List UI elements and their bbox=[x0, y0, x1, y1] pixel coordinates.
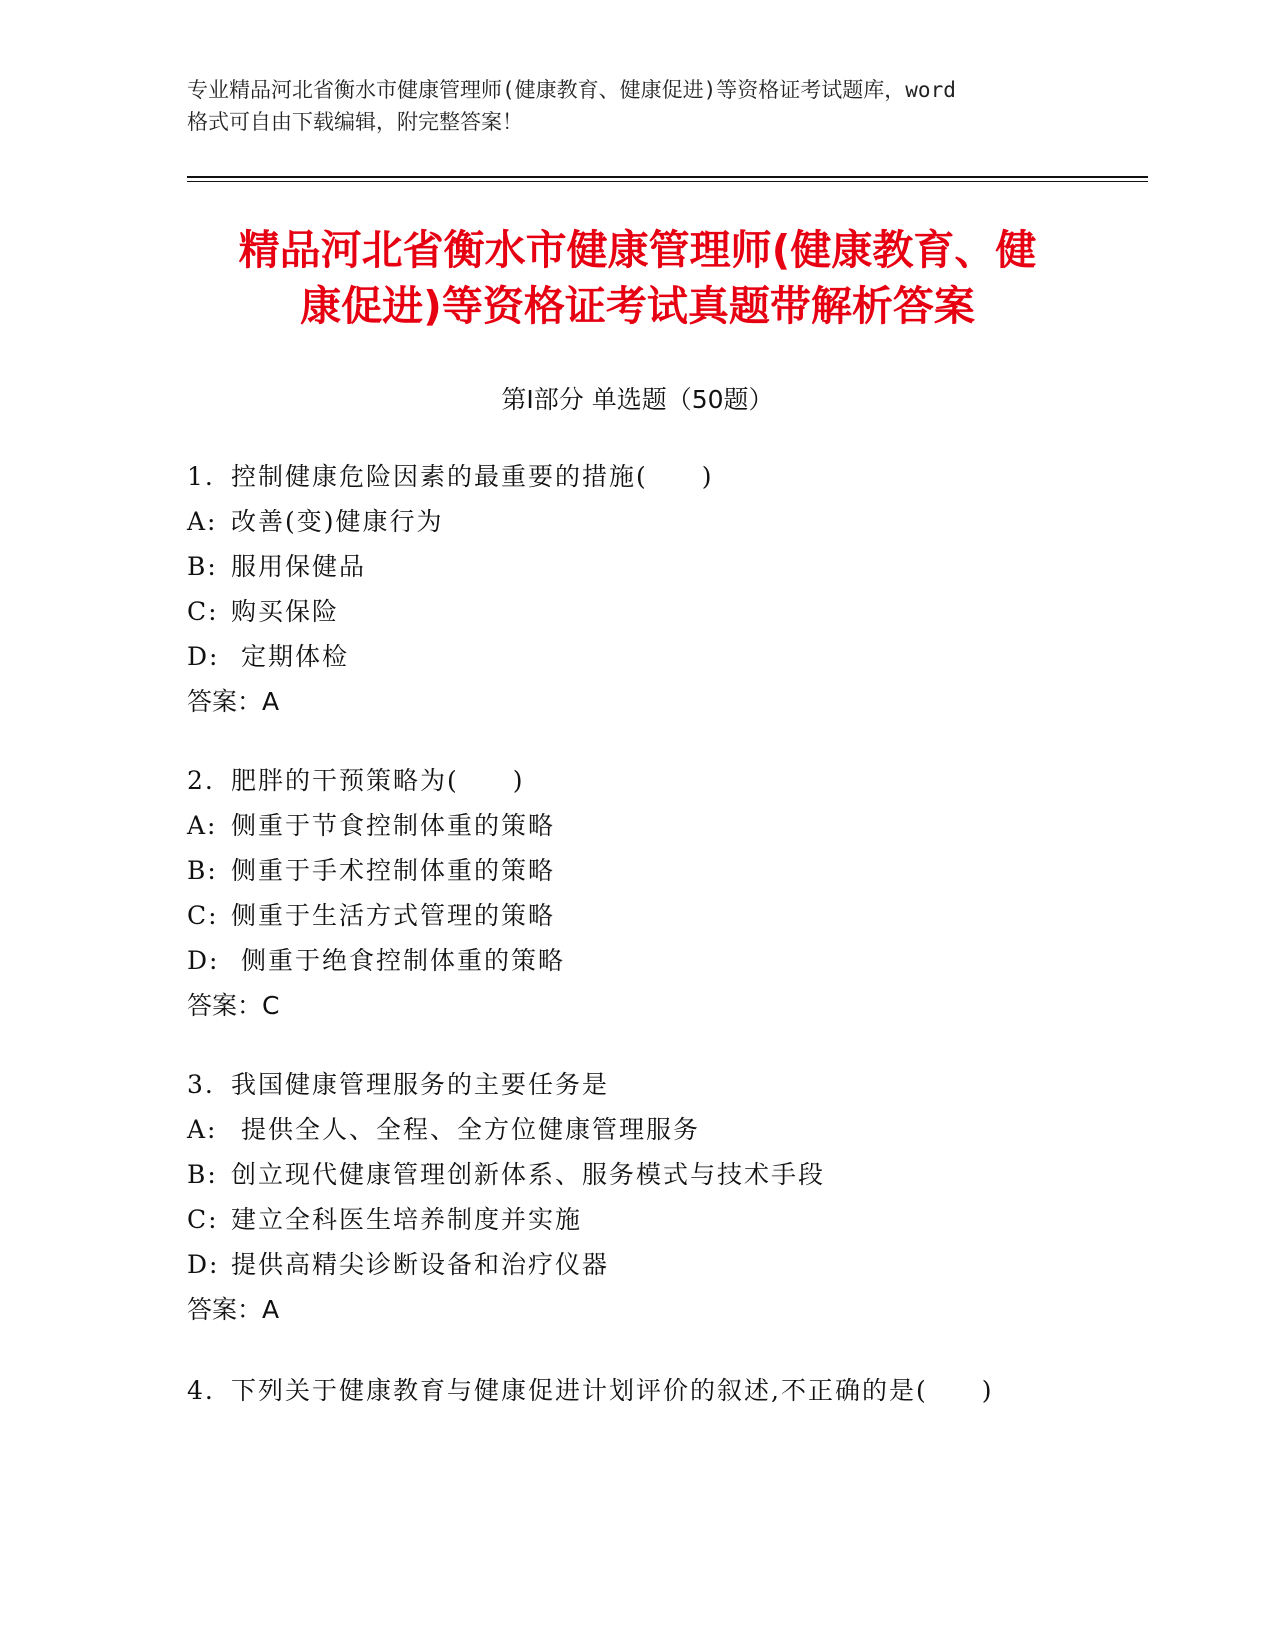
question-stem bbox=[187, 758, 1127, 803]
option-a bbox=[187, 1107, 1127, 1152]
option-label: D: bbox=[187, 1250, 220, 1279]
option-text: 提供全人、全程、全方位健康管理服务 bbox=[231, 1115, 700, 1144]
option-label: B: bbox=[187, 856, 218, 885]
option-b bbox=[187, 544, 1127, 589]
answer: 答案：C bbox=[187, 991, 280, 1020]
answer: 答案：A bbox=[187, 687, 280, 716]
question-number: 4. bbox=[187, 1376, 215, 1405]
option-label: C: bbox=[187, 597, 219, 626]
question-stem bbox=[187, 1368, 1127, 1413]
option-b bbox=[187, 1152, 1127, 1197]
question-1 bbox=[187, 454, 1127, 724]
question-number: 3. bbox=[187, 1070, 215, 1099]
header-note-line-1: 专业精品河北省衡水市健康管理师(健康教育、健康促进)等资格证考试题库，word bbox=[187, 78, 956, 102]
option-text: 建立全科医生培养制度并实施 bbox=[231, 1205, 583, 1234]
option-text: 服用保健品 bbox=[231, 552, 367, 581]
question-text: 我国健康管理服务的主要任务是 bbox=[231, 1070, 610, 1099]
option-a bbox=[187, 499, 1127, 544]
question-text: 肥胖的干预策略为( ) bbox=[231, 766, 525, 795]
option-label: A: bbox=[187, 1115, 218, 1144]
option-label: C: bbox=[187, 901, 219, 930]
option-c bbox=[187, 589, 1127, 634]
question-stem bbox=[187, 1062, 1127, 1107]
option-text: 侧重于绝食控制体重的策略 bbox=[231, 946, 565, 975]
document-title-line-2: 康促进)等资格证考试真题带解析答案 bbox=[300, 282, 975, 330]
option-a bbox=[187, 803, 1127, 848]
option-d bbox=[187, 634, 1127, 679]
option-label: A: bbox=[187, 507, 218, 536]
option-d bbox=[187, 1242, 1127, 1287]
document-title-line-1: 精品河北省衡水市健康管理师(健康教育、健 bbox=[238, 226, 1037, 274]
option-label: C: bbox=[187, 1205, 219, 1234]
option-label: B: bbox=[187, 552, 218, 581]
document-title bbox=[170, 222, 1105, 334]
question-3 bbox=[187, 1062, 1127, 1332]
option-label: B: bbox=[187, 1160, 218, 1189]
question-text: 控制健康危险因素的最重要的措施( ) bbox=[231, 462, 714, 491]
answer: 答案：A bbox=[187, 1295, 280, 1324]
option-text: 侧重于生活方式管理的策略 bbox=[231, 901, 556, 930]
option-label: A: bbox=[187, 811, 218, 840]
header-rule-thin bbox=[187, 181, 1148, 182]
header-note-line-2: 格式可自由下载编辑，附完整答案！ bbox=[187, 110, 523, 134]
option-label: D: bbox=[187, 642, 220, 671]
option-text: 侧重于手术控制体重的策略 bbox=[231, 856, 556, 885]
option-d bbox=[187, 938, 1127, 983]
question-4 bbox=[187, 1368, 1127, 1413]
option-text: 创立现代健康管理创新体系、服务模式与技术手段 bbox=[231, 1160, 826, 1189]
option-text: 改善(变)健康行为 bbox=[231, 507, 444, 536]
header-rule-thick bbox=[187, 176, 1148, 178]
option-c bbox=[187, 1197, 1127, 1242]
question-number: 2. bbox=[187, 766, 215, 795]
option-b bbox=[187, 848, 1127, 893]
question-stem bbox=[187, 454, 1127, 499]
option-text: 侧重于节食控制体重的策略 bbox=[231, 811, 556, 840]
option-text: 提供高精尖诊断设备和治疗仪器 bbox=[231, 1250, 610, 1279]
question-text: 下列关于健康教育与健康促进计划评价的叙述,不正确的是( ) bbox=[231, 1376, 994, 1405]
option-text: 定期体检 bbox=[231, 642, 349, 671]
option-label: D: bbox=[187, 946, 220, 975]
option-text: 购买保险 bbox=[231, 597, 340, 626]
question-2 bbox=[187, 758, 1127, 1028]
option-c bbox=[187, 893, 1127, 938]
header-note bbox=[187, 74, 1087, 138]
question-number: 1. bbox=[187, 462, 215, 491]
section-title: 第Ⅰ部分 单选题（50题） bbox=[501, 385, 774, 414]
